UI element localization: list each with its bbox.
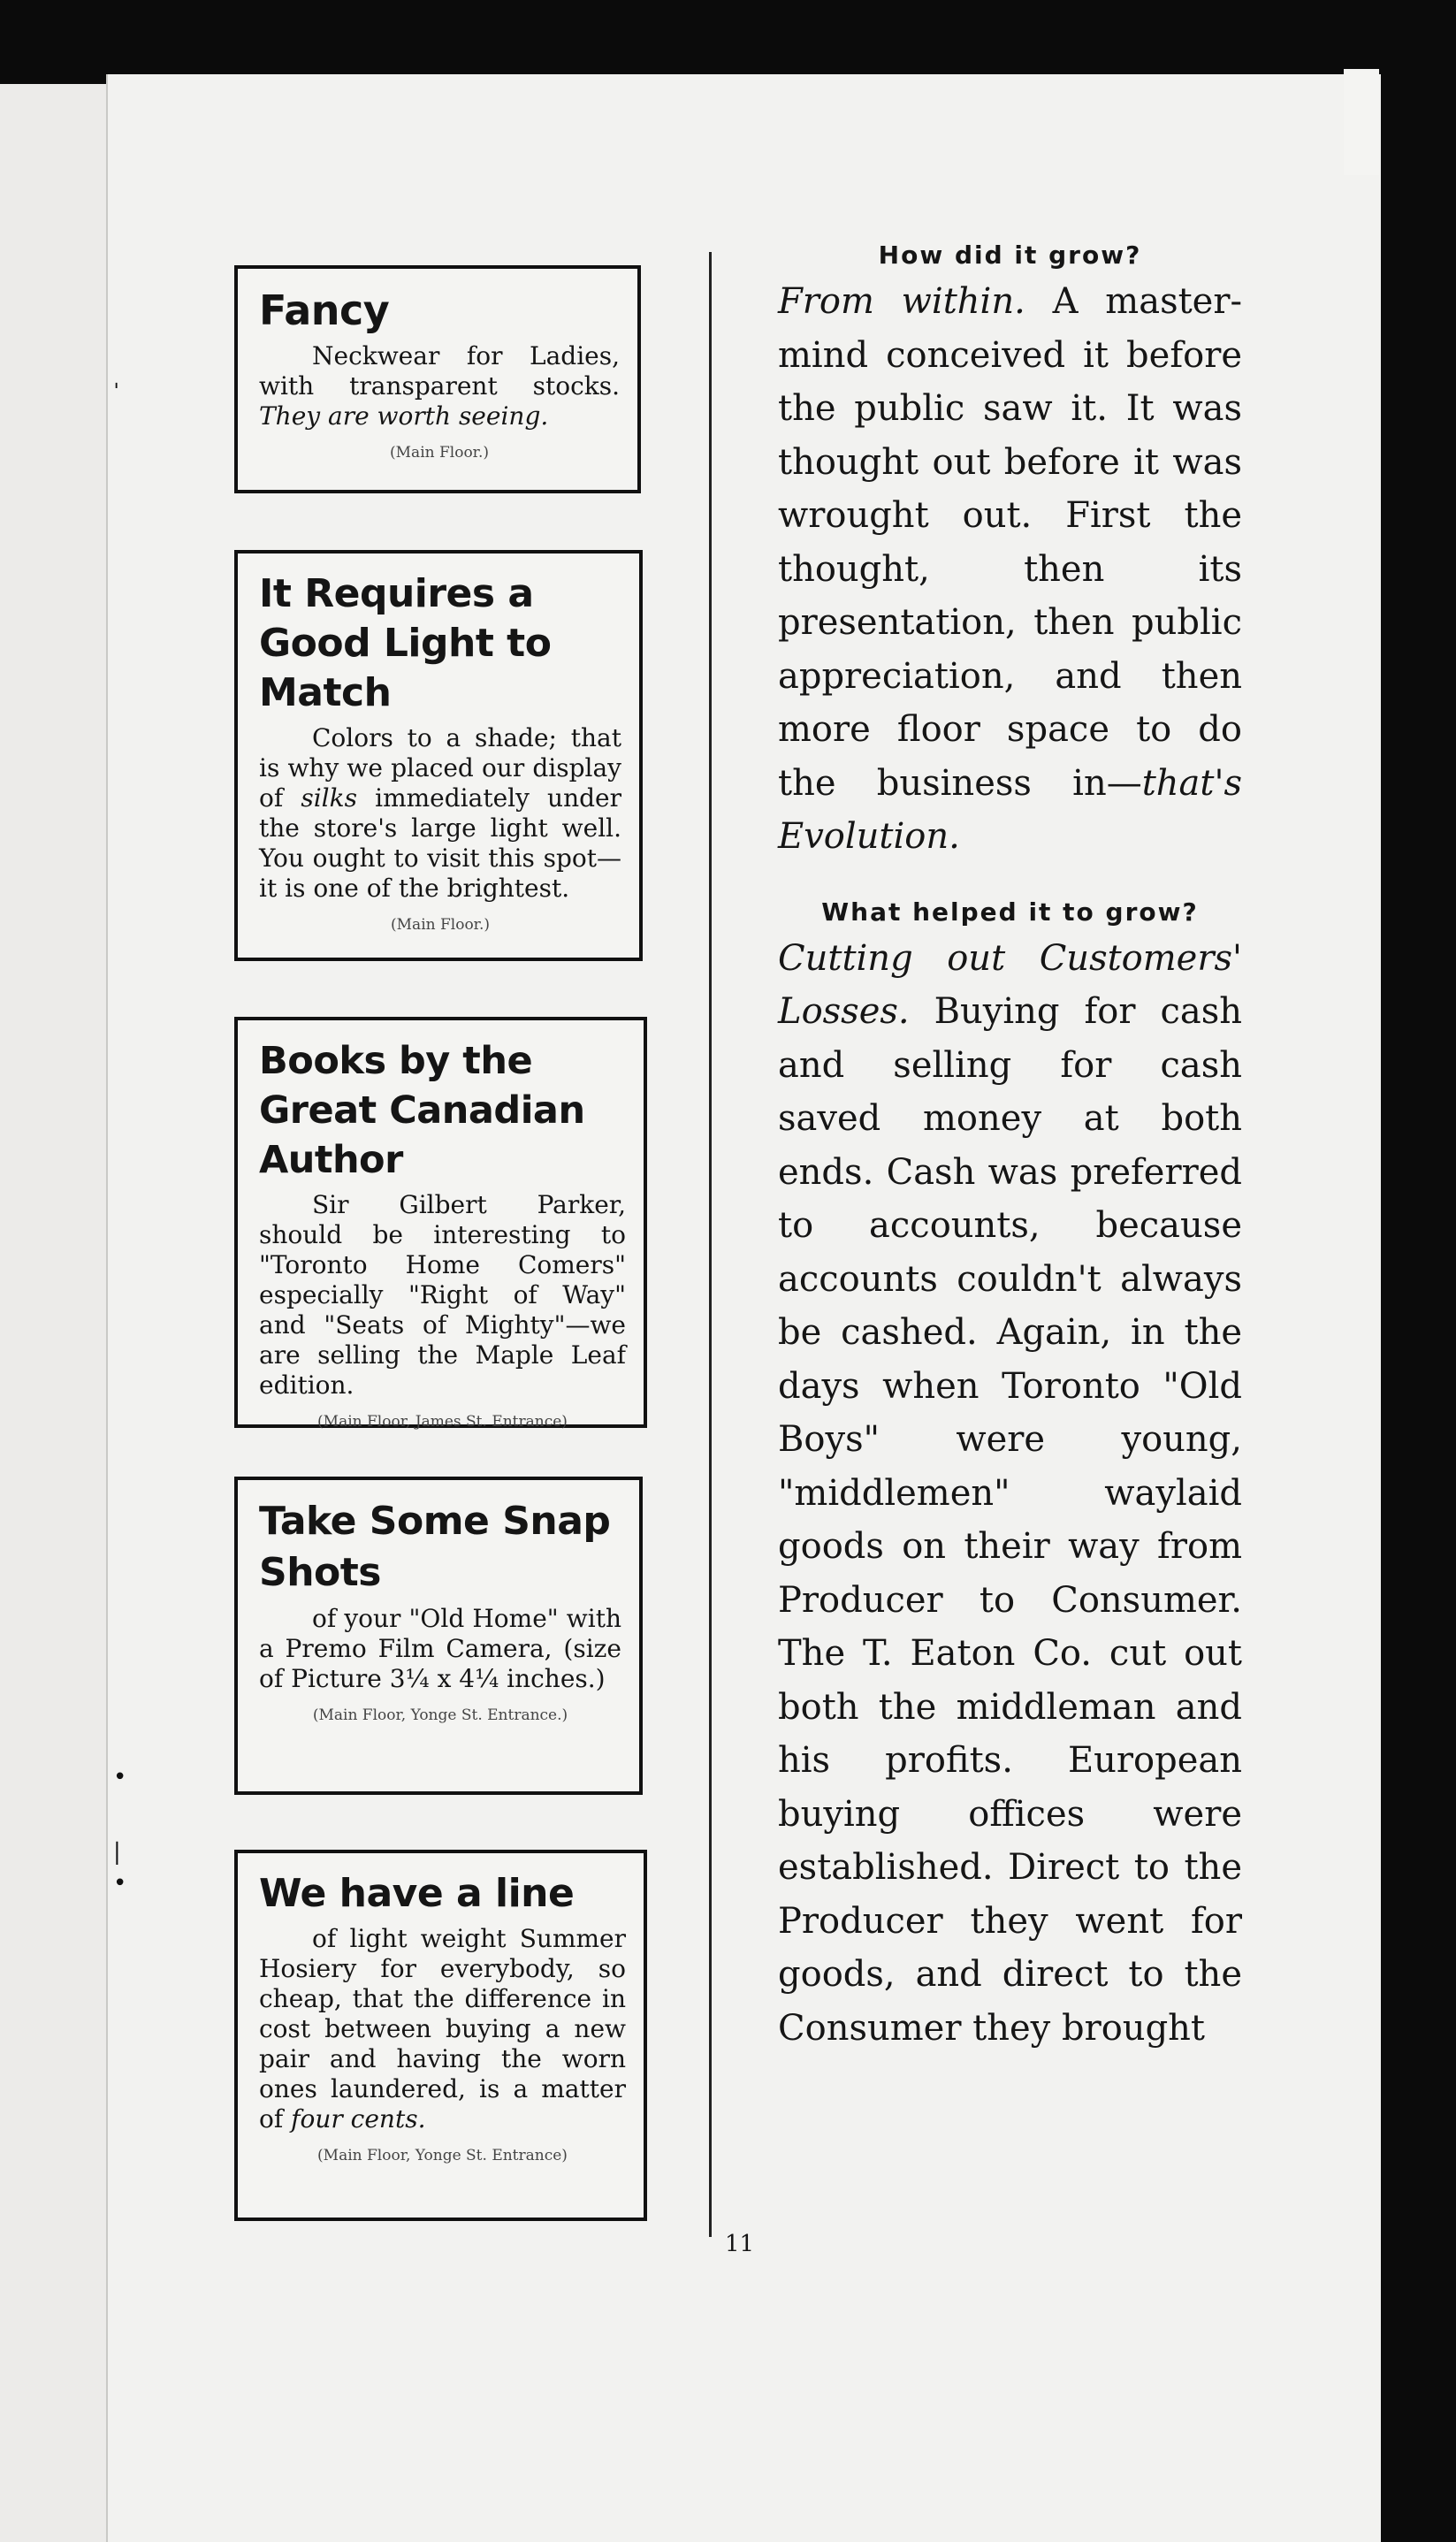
paragraph-text: Buying for cash and selling for cash saved money at both ends. Cash was preferred to accounts, because accounts couldn't always be cashed. Again, in the days when Toronto "Old Boys" were young, "middlemen" waylaid goods on their way from Producer to Consumer. The T. Eaton Co. cut out both the middleman and his profits. European buying offices were established. Direct to the Producer they went for goods, and direct to the Consumer they brought — [778, 991, 1242, 2049]
column-divider — [709, 252, 712, 2237]
ad-body-text: of your "Old Home" with a Premo Film Camera, (size of Picture 3¼ x 4¼ inches.) — [259, 1604, 621, 1693]
page-number: 11 — [725, 2231, 755, 2257]
ad-location: (Main Floor, Yonge St. Entrance.) — [312, 1706, 568, 1724]
ad-summer-hosiery — [234, 1850, 647, 2221]
ad-fancy-neckwear — [234, 265, 641, 493]
question-heading: What helped it to grow? — [821, 897, 1199, 927]
ad-heading: We have a line — [259, 1871, 575, 1916]
ad-body-text: of light weight Summer Hosiery for everybody, so cheap, that the difference in cost between buying a new pair and having the worn ones laundered, is a matter of — [259, 1924, 626, 2134]
ad-location: (Main Floor, Yonge St. Entrance) — [317, 2147, 568, 2164]
ad-heading: It Requires a Good Light to Match — [259, 571, 552, 715]
ad-books-canadian-author — [234, 1017, 647, 1431]
question-heading: How did it grow? — [878, 240, 1142, 270]
ad-heading: Books by the Great Canadian Author — [259, 1039, 585, 1182]
ad-heading: Take Some Snap Shots — [259, 1499, 611, 1595]
ad-location: (Main Floor, James St. Entrance) — [317, 1413, 568, 1431]
ad-body-italic: They are worth seeing. — [259, 401, 549, 431]
paragraph-tail: that's Evolution. — [778, 762, 1242, 857]
ad-snap-shots — [234, 1477, 643, 1795]
ad-body — [259, 1924, 626, 2134]
ad-body-italic: four cents. — [291, 2104, 426, 2134]
ad-body-text: Neckwear for Ladies, with transparent stocks. — [259, 341, 620, 401]
ad-body-italic: silks — [301, 783, 357, 813]
paragraph-text: A master-mind conceived it before the public saw it. It was thought out before it was wrought out. First the thought, then its presentation, then public appreciation, and then more floor space to do the business in— — [778, 281, 1242, 804]
ad-body — [259, 1604, 621, 1694]
ad-location: (Main Floor.) — [391, 916, 490, 934]
binding-mark: | — [113, 1839, 121, 1866]
facing-page-edge — [0, 84, 106, 2542]
ad-body-text-after: immediately under the store's large light well. You ought to visit this spot—it is one of the brightest. — [259, 783, 621, 903]
article-paragraph — [778, 275, 1242, 864]
article — [778, 240, 1242, 2055]
binding-mark: ˈ — [113, 380, 120, 407]
ad-body-text: Sir Gilbert Parker, should be interesting to "Toronto Home Comers" especially "Right of Way" and "Seats of Mighty"—we are selling the Maple Leaf edition. — [259, 1190, 626, 1400]
ad-body-text: Colors to a shade; that is why we placed our display of — [259, 723, 621, 813]
binding-mark: • — [113, 1870, 127, 1897]
article-paragraph — [778, 932, 1242, 2056]
ad-body — [259, 1190, 626, 1401]
ad-location: (Main Floor.) — [390, 444, 489, 462]
ad-heading: Fancy — [259, 286, 390, 334]
paragraph-lead: Cutting out Customers' Losses. — [778, 937, 1242, 1032]
page-curl — [1344, 69, 1379, 175]
paragraph-lead: From within. — [778, 281, 1025, 322]
ad-silks-light — [234, 550, 643, 961]
ad-body — [259, 341, 620, 431]
ad-body — [259, 723, 621, 904]
binding-mark: • — [113, 1764, 127, 1790]
